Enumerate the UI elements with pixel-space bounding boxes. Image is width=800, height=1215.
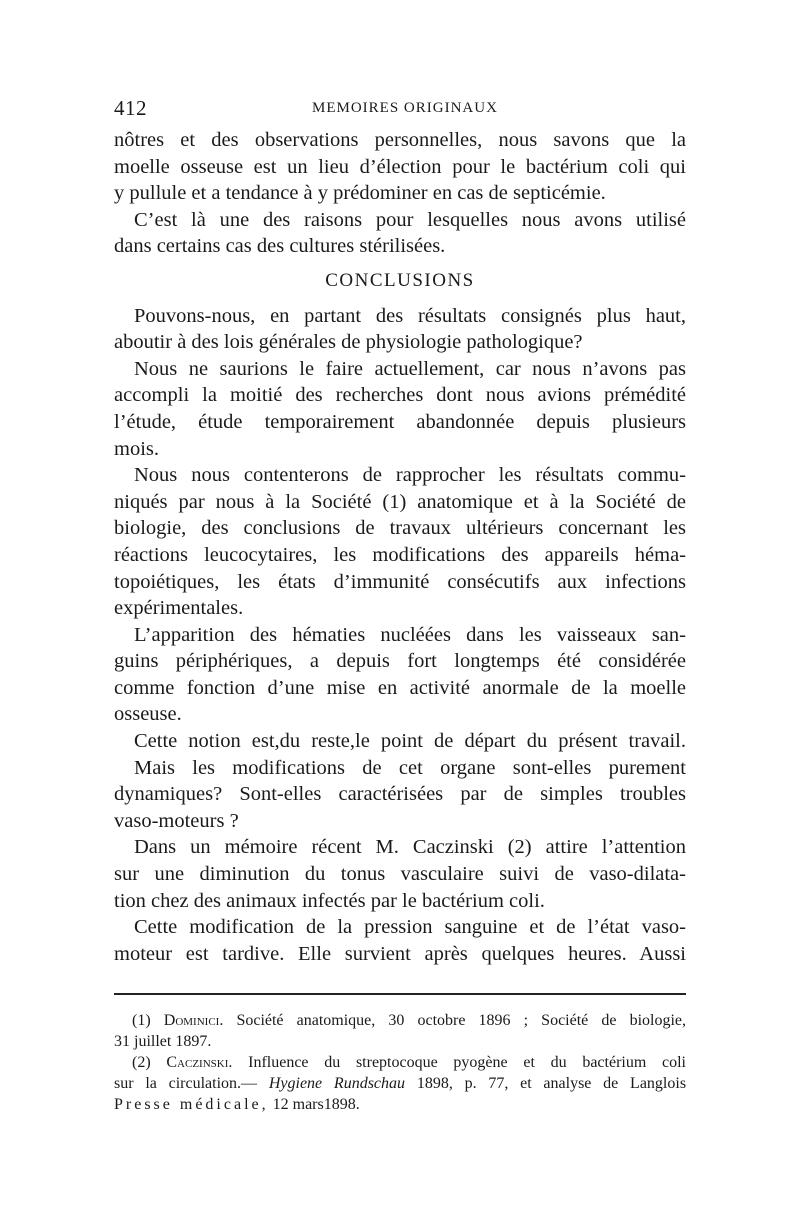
text-line: mois.	[114, 437, 159, 460]
footnote-text: Influence du streptocoque pyogène et du bactérium coli	[248, 1054, 686, 1071]
text-line: expérimentales.	[114, 597, 244, 620]
footnote-1-line-1	[114, 1010, 686, 1031]
text-line: moelle osseuse est un lieu d’élection pour le bactérium coli qui	[114, 155, 686, 178]
text-line: Nous nous contenterons de rapprocher les résultats commu-	[134, 464, 686, 487]
footnote-marker: (2)	[132, 1054, 151, 1071]
text-line: Dans un mémoire récent M. Caczinski (2) attire l’attention	[134, 836, 686, 859]
footnote-text: Société anatomique, 30 octobre 1896 ; Société de biologie,	[236, 1012, 687, 1029]
text-line: l’étude, étude temporairement abandonnée depuis plusieurs	[114, 410, 686, 433]
footnote-1-line-2: 31 juillet 1897.	[114, 1033, 212, 1050]
text-line: niqués par nous à la Société (1) anatomique et à la Société de	[114, 490, 686, 513]
text-line: tion chez des animaux infectés par le bactérium coli.	[114, 889, 545, 912]
text-line: C’est là une des raisons pour lesquelles nous avons utilisé	[134, 208, 686, 231]
footnote-text: 12 mars1898.	[272, 1096, 360, 1113]
text-line: Nous ne saurions le faire actuellement, car nous n’avons pas	[134, 357, 686, 380]
text-line: dans certains cas des cultures stérilisées.	[114, 235, 446, 258]
text-line: vaso-moteurs ?	[114, 809, 239, 832]
page-number: 412	[114, 96, 147, 120]
section-heading: CONCLUSIONS	[325, 269, 475, 291]
footnote-2-line-2	[114, 1073, 686, 1094]
running-header	[114, 96, 686, 122]
footnotes	[114, 1010, 686, 1115]
journal-title: Hygiene Rundschau	[268, 1075, 406, 1092]
text-line: Cette notion est,du reste,le point de départ du présent travail.	[134, 730, 686, 753]
text-line: L’apparition des hématies nucléées dans les vaisseaux san-	[134, 623, 686, 646]
text-line: Cette modification de la pression sanguine et de l’état vaso-	[134, 916, 686, 939]
text-line: accompli la moitié des recherches dont nous avions prémédité	[114, 384, 686, 407]
journal-title-spaced: Presse médicale,	[114, 1096, 269, 1113]
text-line: osseuse.	[114, 703, 182, 726]
footnote-text: 1898, p. 77, et analyse de Langlois	[416, 1075, 687, 1092]
footnote-2-line-1	[114, 1052, 686, 1073]
text-line: nôtres et des observations personnelles, nous savons que la	[114, 129, 686, 151]
running-title: MEMOIRES ORIGINAUX	[312, 100, 498, 116]
footnote-marker: (1)	[132, 1012, 151, 1029]
body-text	[114, 127, 686, 967]
text-line: Pouvons-nous, en partant des résultats consignés plus haut,	[134, 304, 686, 327]
footnote-author: Caczinski.	[166, 1054, 233, 1071]
text-line: topoiétiques, les états d’immunité consécutifs aux infections	[114, 570, 686, 593]
text-line: biologie, des conclusions de travaux ultérieurs concernant les	[114, 517, 686, 540]
text-line: y pullule et a tendance à y prédominer en cas de septicémie.	[114, 182, 606, 205]
text-line: sur une diminution du tonus vasculaire suivi de vaso-dilata-	[114, 863, 686, 886]
text-line: aboutir à des lois générales de physiologie pathologique?	[114, 331, 583, 354]
text-line: moteur est tardive. Elle survient après quelques heures. Aussi	[114, 942, 686, 965]
text-line: Mais les modifications de cet organe sont-elles purement	[134, 756, 686, 779]
text-line: guins périphériques, a depuis fort longtemps été considérée	[114, 650, 686, 673]
footnote-text: sur la circulation.—	[114, 1075, 258, 1092]
text-line: réactions leucocytaires, les modifications des appareils héma-	[114, 543, 686, 566]
footnote-2-line-3	[114, 1094, 686, 1115]
footnote-divider	[114, 993, 686, 995]
footnote-author: Dominici.	[163, 1012, 224, 1029]
text-line: comme fonction d’une mise en activité anormale de la moelle	[114, 676, 686, 699]
text-line: dynamiques? Sont-elles caractérisées par de simples troubles	[114, 783, 686, 806]
